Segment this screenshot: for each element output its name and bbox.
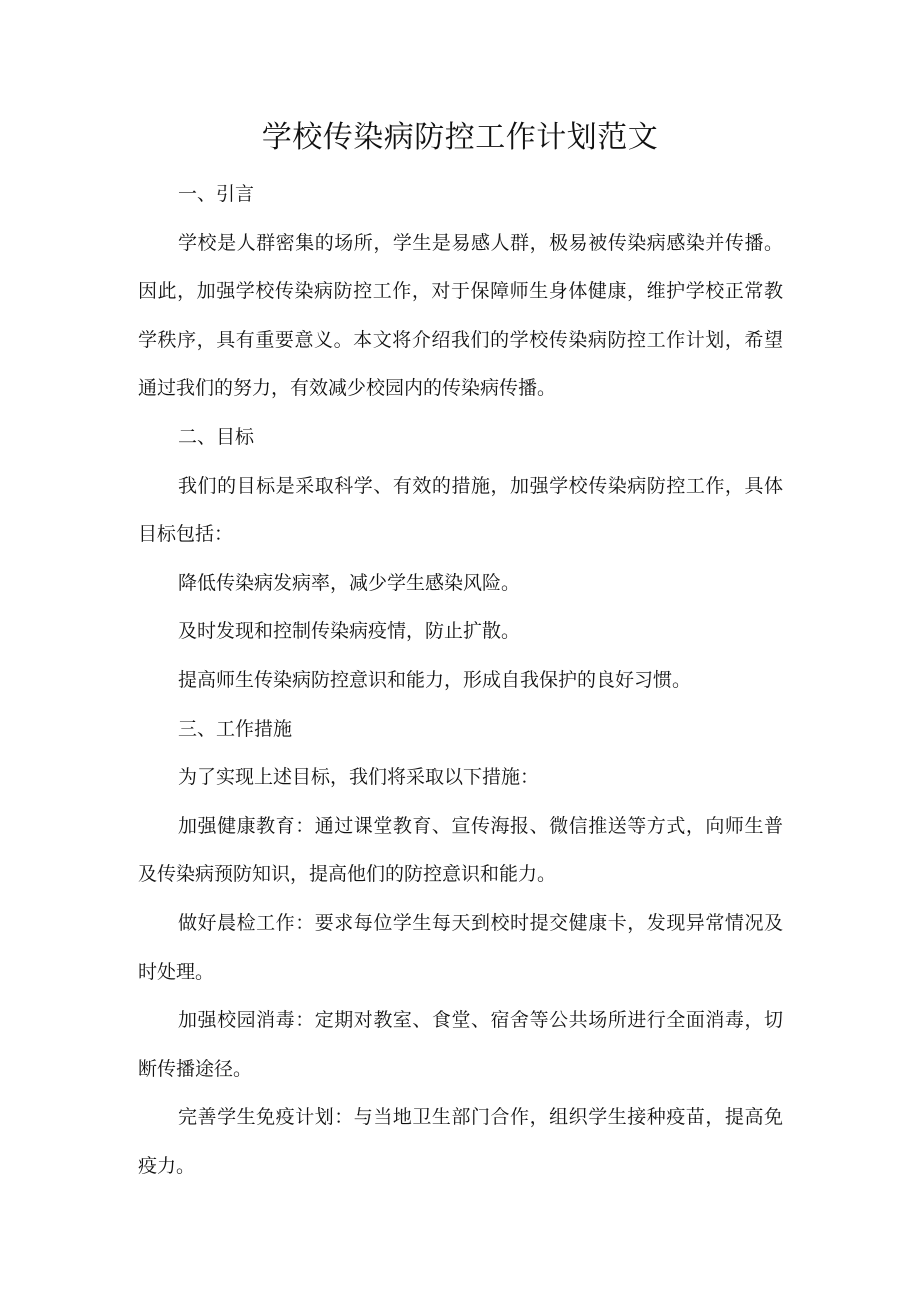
paragraph-intro: 学校是人群密集的场所，学生是易感人群，极易被传染病感染并传播。因此，加强学校传染病防控工作，对于保障师生身体健康，维护学校正常教学秩序，具有重要意义。本文将介绍我们的学校传染病防控工作计划，希望通过我们的努力，有效减少校园内的传染病传播。 bbox=[138, 231, 783, 400]
goal-item-1: 降低传染病发病率，减少学生感染风险。 bbox=[178, 571, 521, 594]
paragraph-measures-intro: 为了实现上述目标，我们将采取以下措施： bbox=[178, 766, 540, 789]
measure-disinfection: 加强校园消毒：定期对教室、食堂、宿舍等公共场所进行全面消毒，切断传播途径。 bbox=[138, 1009, 783, 1080]
measure-immunization: 完善学生免疫计划：与当地卫生部门合作，组织学生接种疫苗，提高免疫力。 bbox=[138, 1106, 783, 1177]
section-heading-goals: 二、目标 bbox=[178, 425, 255, 448]
goal-item-3: 提高师生传染病防控意识和能力，形成自我保护的良好习惯。 bbox=[178, 668, 692, 691]
measure-health-education: 加强健康教育：通过课堂教育、宣传海报、微信推送等方式，向师生普及传染病预防知识，提高他们的防控意识和能力。 bbox=[138, 814, 783, 886]
section-heading-intro: 一、引言 bbox=[178, 183, 255, 205]
paragraph-goals: 我们的目标是采取科学、有效的措施，加强学校传染病防控工作，具体目标包括： bbox=[138, 474, 783, 546]
section-heading-measures: 三、工作措施 bbox=[178, 717, 293, 740]
goal-item-2: 及时发现和控制传染病疫情，防止扩散。 bbox=[178, 620, 521, 643]
document-title: 学校传染病防控工作计划范文 bbox=[261, 120, 659, 155]
measure-morning-check: 做好晨检工作：要求每位学生每天到校时提交健康卡，发现异常情况及时处理。 bbox=[138, 911, 783, 983]
document-body bbox=[138, 170, 783, 1190]
